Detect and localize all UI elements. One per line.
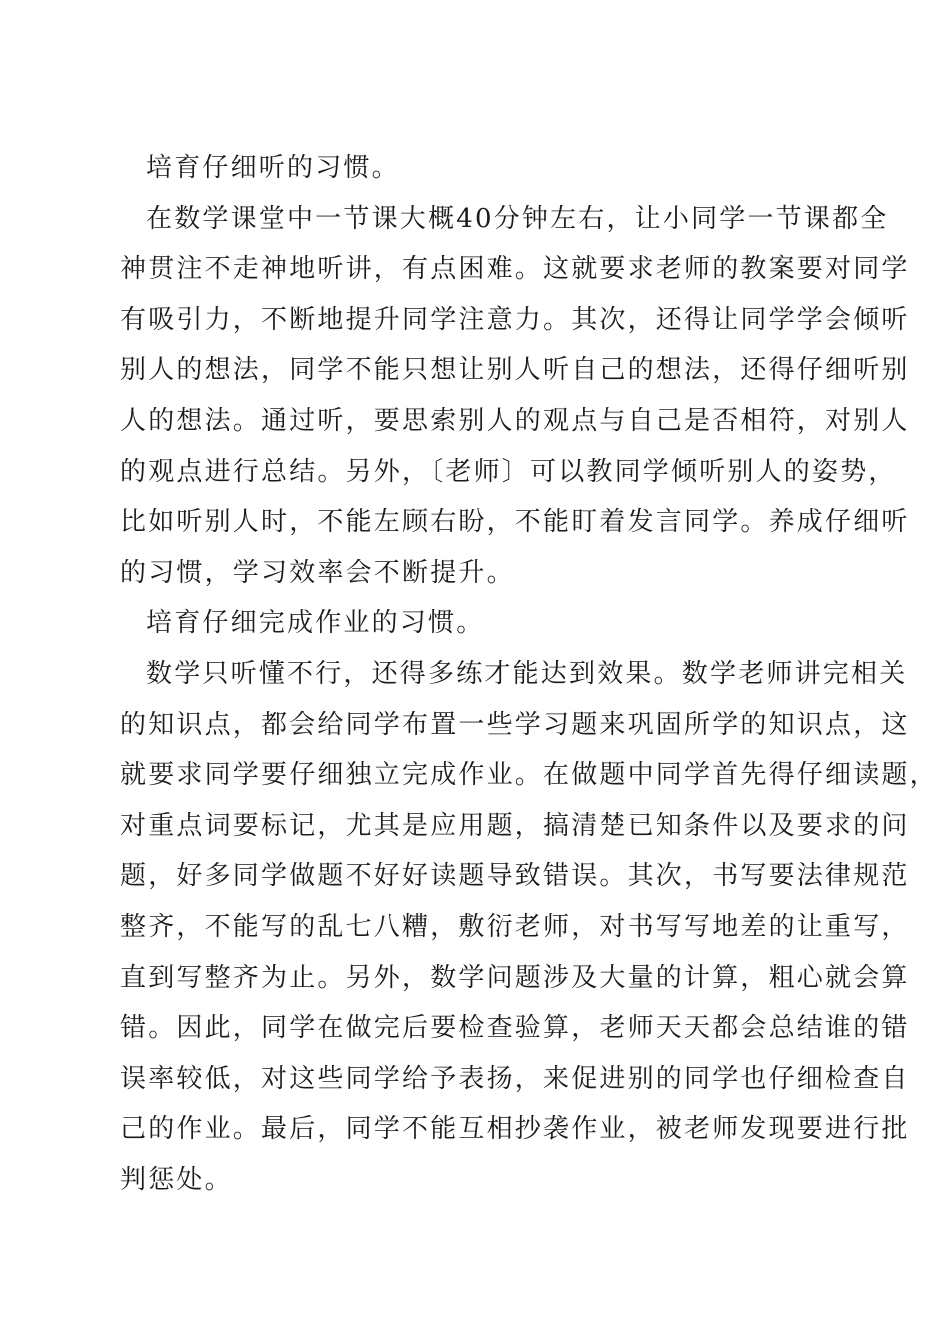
text-line: 别人的想法，同学不能只想让别人听自己的想法，还得仔细听别 xyxy=(120,355,910,386)
text-line: 的观点进行总结。另外，〔老师〕可以教同学倾听别人的姿势， xyxy=(120,456,897,487)
text-line: 培育仔细听的习惯。 xyxy=(146,153,400,183)
text-line: 的习惯，学习效率会不断提升。 xyxy=(120,557,515,588)
document-body xyxy=(120,143,938,1205)
text-line: 培育仔细完成作业的习惯。 xyxy=(146,608,485,639)
text-line: 的知识点，都会给同学布置一些学习题来巩固所学的知识点，这 xyxy=(120,709,910,740)
heading-listening-habit xyxy=(120,143,836,194)
text-line: 判惩处。 xyxy=(120,1164,233,1195)
text-line: 就要求同学要仔细独立完成作业。在做题中同学首先得仔细读题， xyxy=(120,760,938,791)
text-line: 对重点词要标记，尤其是应用题，搞清楚已知条件以及要求的问 xyxy=(120,810,910,841)
text-line: 有吸引力，不断地提升同学注意力。其次，还得让同学学会倾听 xyxy=(120,304,910,335)
text-line: 在数学课堂中一节课大概40分钟左右，让小同学一节课都全 xyxy=(146,203,889,234)
text-line: 整齐，不能写的乱七八糟，敷衍老师，对书写写地差的让重写， xyxy=(120,911,910,942)
text-line: 比如听别人时，不能左顾右盼，不能盯着发言同学。养成仔细听 xyxy=(120,507,910,538)
text-line: 题，好多同学做题不好好读题导致错误。其次，书写要法律规范 xyxy=(120,861,910,892)
heading-homework-habit xyxy=(120,598,836,649)
text-line: 数学只听懂不行，还得多练才能达到效果。数学老师讲完相关 xyxy=(146,658,908,689)
text-line: 直到写整齐为止。另外，数学问题涉及大量的计算，粗心就会算 xyxy=(120,962,910,993)
text-line: 神贯注不走神地听讲，有点困难。这就要求老师的教案要对同学 xyxy=(120,254,910,285)
text-line: 己的作业。最后，同学不能互相抄袭作业，被老师发现要进行批 xyxy=(120,1114,910,1145)
text-line: 误率较低，对这些同学给予表扬，来促进别的同学也仔细检查自 xyxy=(120,1063,910,1094)
text-line: 人的想法。通过听，要思索别人的观点与自己是否相符，对别人 xyxy=(120,405,910,436)
paragraph-homework xyxy=(120,649,938,1206)
paragraph-listening xyxy=(120,194,910,599)
text-line: 错。因此，同学在做完后要检查验算，老师天天都会总结谁的错 xyxy=(120,1013,910,1044)
